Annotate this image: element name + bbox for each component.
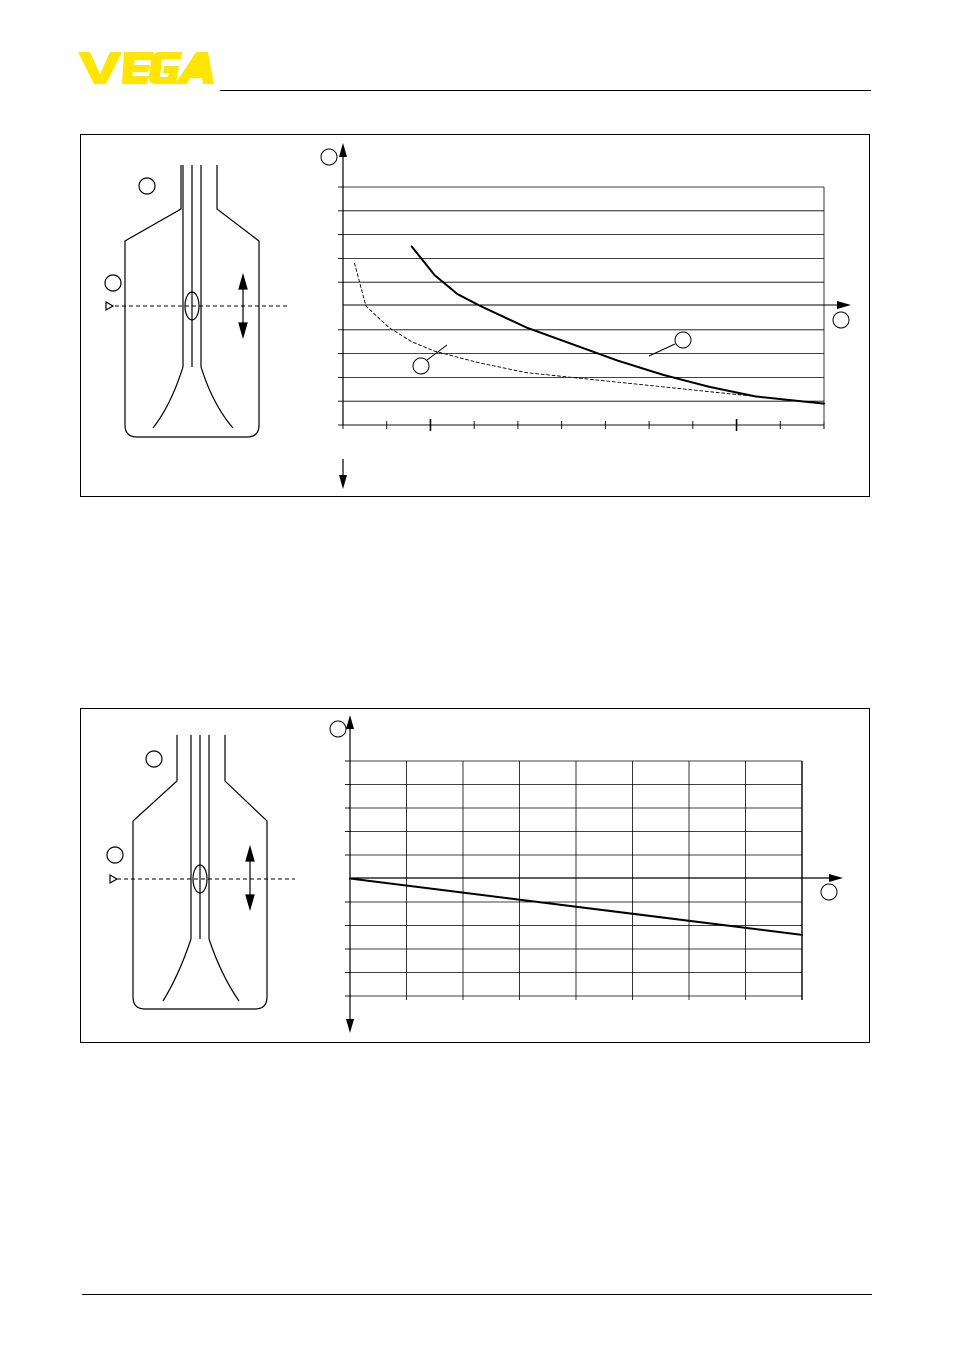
y-axis-down-arrow-icon <box>346 1019 354 1033</box>
level-marker-icon <box>106 302 113 310</box>
probe-flare-left <box>153 367 183 428</box>
arrow-down-icon <box>246 895 254 909</box>
figure-1-canvas <box>81 135 871 498</box>
x-axis-arrow-icon <box>837 301 851 309</box>
vega-logo-letters <box>78 52 214 84</box>
arrow-up-icon <box>246 847 254 861</box>
callout-leader <box>427 345 447 360</box>
plot-1 <box>321 143 851 489</box>
callout-circle <box>105 275 121 291</box>
vessel-drawing <box>105 165 287 437</box>
vega-logo <box>78 48 214 86</box>
series-line-solid <box>412 247 824 404</box>
callout-circle <box>107 847 123 863</box>
callout-circle <box>413 358 429 374</box>
level-marker-icon <box>110 875 117 883</box>
probe-flare-left <box>163 939 191 1001</box>
callout-circle <box>146 751 162 767</box>
y-axis-down-arrow-icon <box>339 475 347 489</box>
vessel-drawing <box>107 735 295 1009</box>
callout-circle <box>833 312 849 328</box>
figure-2 <box>80 708 870 1043</box>
callout-leader <box>649 344 675 356</box>
probe-flare-right <box>209 939 239 1001</box>
plot-grid <box>345 761 802 1000</box>
probe-flare-right <box>201 367 233 428</box>
callout-circle <box>330 721 346 737</box>
callout-circle <box>821 884 837 900</box>
header-rule <box>220 90 871 91</box>
figure-1 <box>80 134 870 497</box>
y-axis-arrow-icon <box>339 143 347 157</box>
figure-2-canvas <box>81 709 871 1044</box>
x-axis-arrow-icon <box>829 874 843 882</box>
plot-grid <box>338 187 824 431</box>
footer-rule <box>82 1294 872 1295</box>
callout-circle <box>675 332 691 348</box>
callout-circle <box>139 178 155 194</box>
series-line-dashed <box>355 263 825 403</box>
arrow-down-icon <box>239 323 247 337</box>
callout-circle <box>321 149 337 165</box>
plot-2 <box>330 715 843 1033</box>
arrow-up-icon <box>239 275 247 289</box>
y-axis-arrow-icon <box>346 715 354 729</box>
